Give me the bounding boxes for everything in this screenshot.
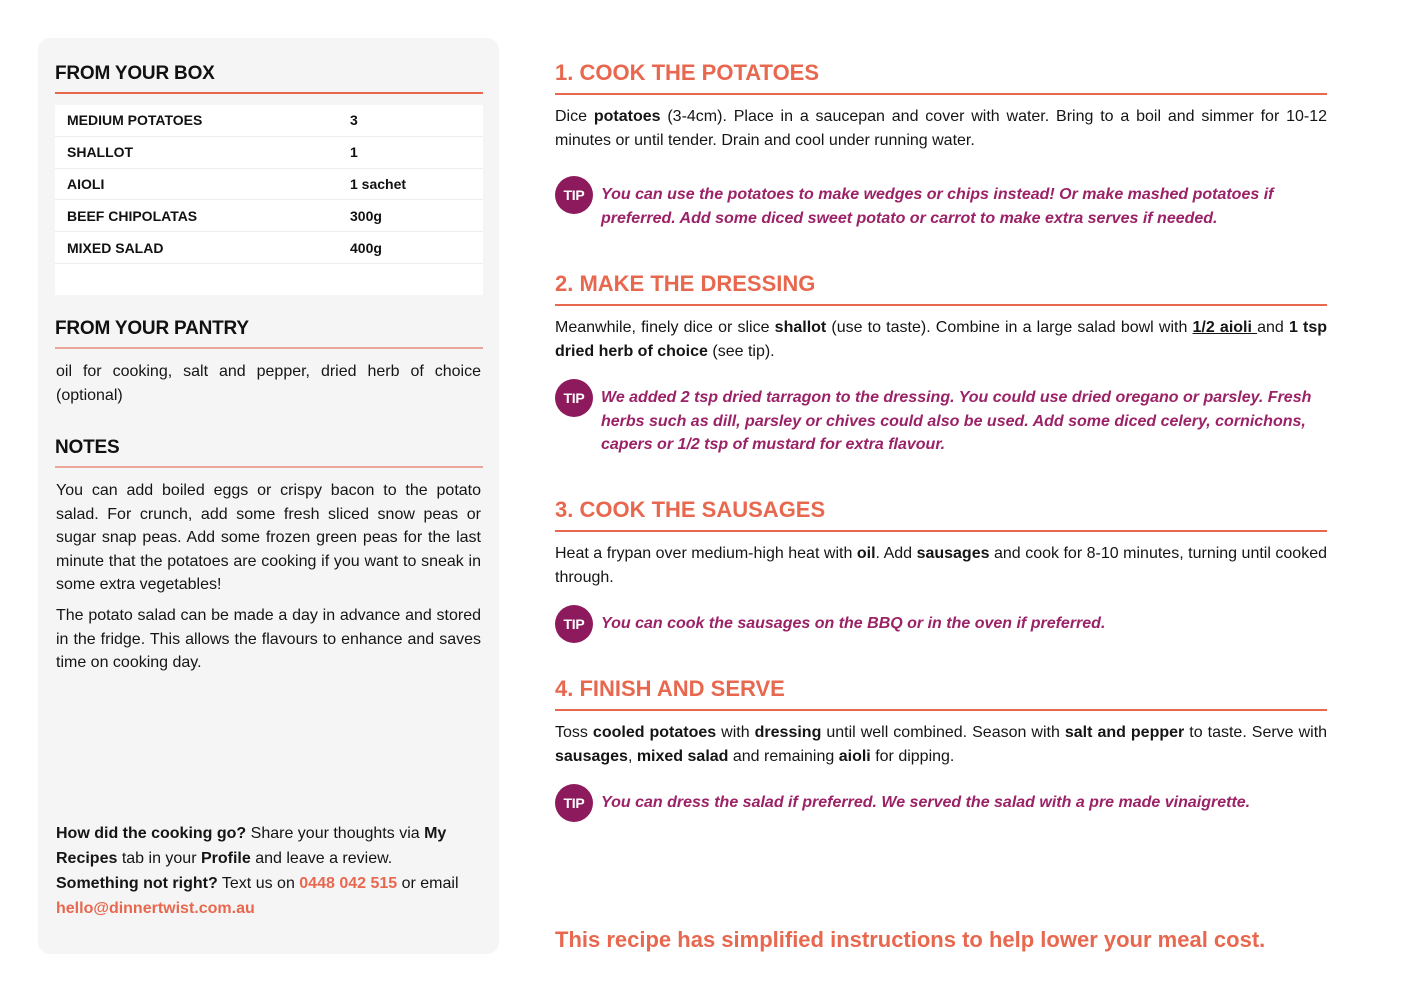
tip-badge-icon: TIP (555, 379, 593, 417)
tip-text: We added 2 tsp dried tarragon to the dressing. You could use dried oregano or parsley. Fresh herbs such as dill, parsley or chives could also be used. Add some diced celery, cornichons, capers or 1/2 tsp of mustard for extra flavour. (601, 389, 1312, 453)
body-text: for dipping. (870, 747, 955, 765)
feedback-text-part: Text us on (217, 875, 300, 892)
body-text: Dice (555, 108, 594, 125)
body-text: Heat a frypan over medium-high heat with (555, 545, 857, 562)
bold-ingredient: dressing (754, 724, 822, 741)
step-3-tip (555, 612, 1327, 643)
bold-ingredient: aioli (838, 747, 871, 765)
support-question: Something not right? (56, 875, 218, 892)
bold-ingredient: cooled potatoes (592, 724, 717, 741)
tip-text: You can cook the sausages on the BBQ or in the oven if preferred. (601, 615, 1106, 632)
body-text: until well combined. Season with (821, 724, 1065, 741)
step-2-heading: 2. MAKE THE DRESSING (555, 271, 1327, 306)
ingredients-table (55, 105, 483, 295)
ingredient-qty: 1 (350, 144, 358, 161)
body-text: , (627, 747, 637, 765)
ingredient-qty: 400g (350, 239, 382, 256)
phone-link[interactable]: 0448 042 515 (299, 875, 398, 892)
step-1-tip (555, 183, 1327, 230)
tip-badge-icon: TIP (555, 784, 593, 822)
body-text: and cook for 8-10 minutes, turning until cooked through. (555, 545, 1328, 586)
bold-ingredient: mixed salad (636, 747, 729, 765)
feedback-text-part: tab in your (117, 850, 201, 867)
my-recipes-label: My Recipes (56, 825, 447, 867)
feedback-text-part: and leave a review. (250, 850, 393, 867)
underlined-ingredient: 1/2 aioli (1192, 319, 1258, 336)
body-text: with (716, 724, 755, 741)
body-text: (use to taste). Combine in a large salad bowl with (826, 319, 1193, 336)
tip-text: You can use the potatoes to make wedges or chips instead! Or make mashed potatoes if preferred. Add some diced sweet potato or carrot to make extra serves if needed. (601, 186, 1274, 227)
body-text: to taste. Serve with (1184, 724, 1328, 741)
notes-heading: NOTES (55, 437, 483, 468)
body-text: (see tip). (707, 342, 775, 360)
pantry-text: oil for cooking, salt and pepper, dried herb of choice (optional) (56, 363, 481, 404)
step-1-heading: 1. COOK THE POTATOES (555, 60, 1327, 95)
step-2-tip (555, 386, 1327, 457)
bold-ingredient: potatoes (593, 108, 661, 125)
body-text: and remaining (728, 747, 839, 765)
feedback-text (56, 821, 486, 921)
ingredient-name: BEEF CHIPOLATAS (67, 207, 198, 224)
step-2-body (555, 316, 1327, 363)
bold-ingredient: salt and pepper (1064, 724, 1185, 741)
ingredient-name: SHALLOT (67, 144, 134, 161)
ingredient-qty: 3 (350, 112, 358, 129)
from-your-pantry-heading: FROM YOUR PANTRY (55, 318, 483, 349)
bold-ingredient: 1 tsp dried herb of choice (555, 319, 1328, 360)
ingredient-row (55, 169, 483, 201)
tip-badge-icon: TIP (555, 605, 593, 643)
step-1-body (555, 105, 1327, 152)
notes-paragraph: The potato salad can be made a day in advance and stored in the fridge. This allows the flavours to enhance and saves time on cooking day. (56, 607, 481, 671)
ingredient-qty: 300g (350, 207, 382, 224)
ingredient-name: AIOLI (67, 175, 105, 192)
bold-ingredient: sausages (916, 545, 990, 562)
body-text: (3-4cm). Place in a saucepan and cover with water. Bring to a boil and simmer for 10-12 minutes or until tender. Drain and cool under running water. (555, 108, 1328, 149)
left-panel (38, 38, 499, 954)
from-your-box-heading: FROM YOUR BOX (55, 63, 483, 94)
bold-ingredient: sausages (555, 747, 628, 765)
feedback-question: How did the cooking go? (56, 825, 247, 842)
step-4-heading: 4. FINISH AND SERVE (555, 676, 1327, 711)
step-4-body (555, 721, 1327, 768)
simplified-recipe-note: This recipe has simplified instructions to help lower your meal cost. (555, 927, 1266, 952)
ingredient-row (55, 105, 483, 137)
step-3-heading: 3. COOK THE SAUSAGES (555, 497, 1327, 532)
step-4-tip (555, 791, 1327, 822)
tip-badge-icon: TIP (555, 176, 593, 214)
profile-label: Profile (200, 850, 251, 867)
bold-ingredient: shallot (774, 319, 827, 336)
ingredient-row (55, 200, 483, 232)
feedback-text-part: Share your thoughts via (246, 825, 425, 842)
ingredient-qty: 1 sachet (350, 175, 407, 192)
ingredient-name: MIXED SALAD (67, 239, 164, 256)
ingredient-name: MEDIUM POTATOES (67, 112, 203, 129)
ingredient-row (55, 137, 483, 169)
email-link[interactable]: hello@dinnertwist.com.au (56, 900, 255, 917)
body-text: Meanwhile, finely dice or slice (555, 319, 775, 336)
notes-paragraph: You can add boiled eggs or crispy bacon to the potato salad. For crunch, add some fresh sliced snow peas or sugar snap peas. Add some frozen green peas for the last minute that the potatoes are cooking if you want to sneak in some extra vegetables! (56, 482, 481, 593)
body-text: and (1257, 319, 1289, 336)
body-text: Toss (555, 724, 593, 741)
feedback-text-part: or email (397, 875, 459, 892)
tip-text: You can dress the salad if preferred. We served the salad with a pre made vinaigrette. (601, 794, 1251, 811)
bold-ingredient: oil (856, 545, 876, 562)
body-text: . Add (875, 545, 917, 562)
step-3-body (555, 542, 1327, 589)
ingredient-row (55, 232, 483, 264)
